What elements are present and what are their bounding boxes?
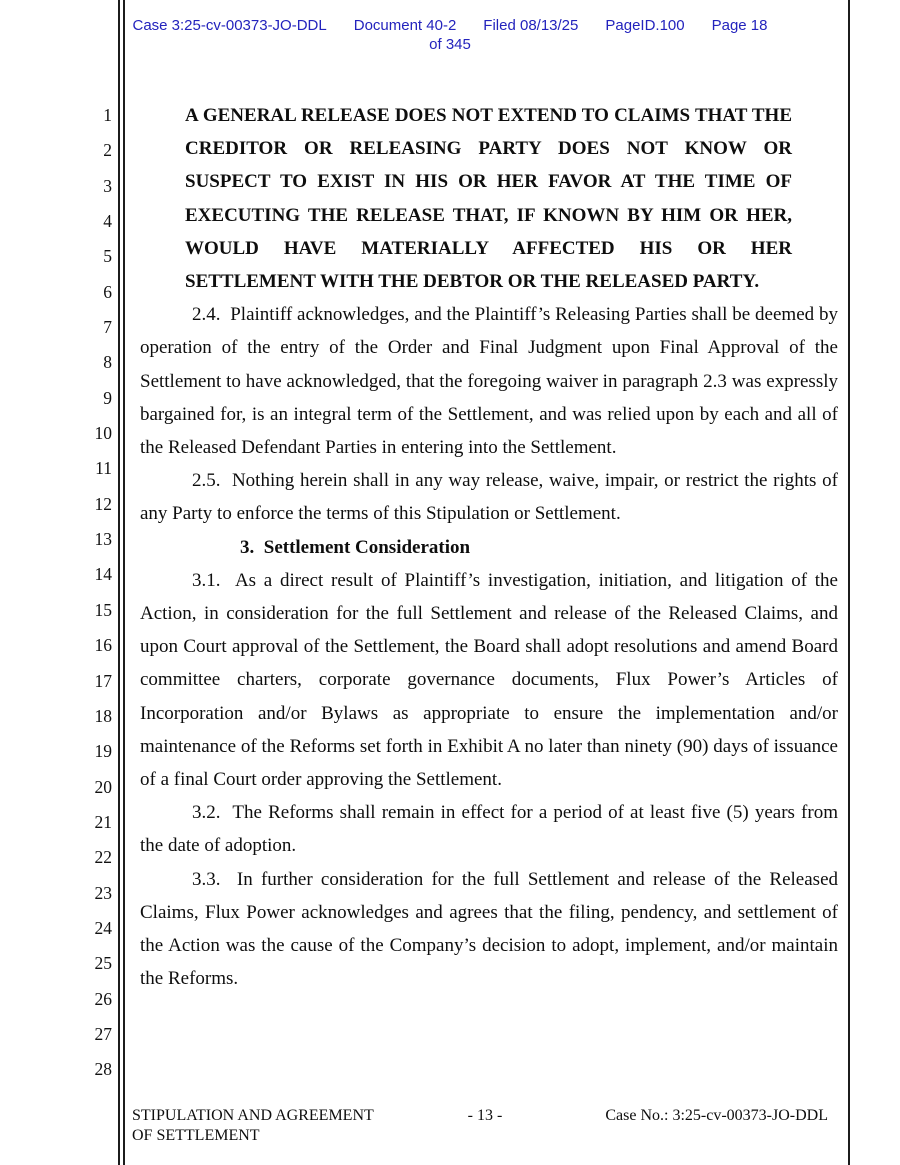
document-body — [140, 99, 838, 995]
line-number: 15 — [94, 599, 112, 620]
line-number: 24 — [94, 917, 112, 938]
line-number: 12 — [94, 493, 112, 514]
line-number: 27 — [94, 1023, 112, 1044]
footer-page-number: - 13 - — [467, 1107, 503, 1124]
line-number: 9 — [103, 387, 112, 408]
footer-title-line1: STIPULATION AND AGREEMENT — [132, 1107, 374, 1124]
footer-title-line2: OF SETTLEMENT — [132, 1126, 260, 1144]
ecf-header-segment: PageID.100 — [605, 17, 685, 34]
line-number: 25 — [94, 953, 112, 974]
line-number: 17 — [94, 670, 112, 691]
paragraph-2-4: 2.4. Plaintiff acknowledges, and the Plaintiff’s Releasing Parties shall be deemed by operation of the entry of the Order and Final Judgment upon Final Approval of the Settlement to have acknowledged, that the foregoing waiver in paragraph 2.3 was expressly bargained for, is an integral term of the Settlement, and was relied upon by each and all of the Released Defendant Parties in entering into the Settlement. — [140, 304, 838, 459]
line-number: 8 — [103, 352, 112, 373]
general-release-block-quote: A GENERAL RELEASE DOES NOT EXTEND TO CLAIMS THAT THE CREDITOR OR RELEASING PARTY DOES NOT KNOW OR SUSPECT TO EXIST IN HIS OR HER FAVOR AT THE TIME OF EXECUTING THE RELEASE THAT, IF KNOWN BY HIM OR HER, WOULD HAVE MATERIALLY AFFECTED HIS OR HER SETTLEMENT WITH THE DEBTOR OR THE RELEASED PARTY. — [185, 105, 792, 293]
line-number: 11 — [95, 458, 112, 479]
line-number: 1 — [103, 105, 112, 125]
line-number: 14 — [94, 564, 112, 585]
left-rule-inner — [123, 0, 125, 1165]
line-number: 2 — [103, 140, 112, 161]
line-number-column — [0, 98, 112, 1088]
line-number: 4 — [103, 211, 112, 232]
line-number: 3 — [103, 175, 112, 196]
ecf-header-line2: of 345 — [429, 36, 471, 53]
line-number: 5 — [103, 246, 112, 267]
ecf-header-segment: Document 40-2 — [353, 17, 457, 34]
line-number: 16 — [94, 635, 112, 656]
ecf-header-segment: Case 3:25-cv-00373-JO-DDL — [132, 17, 327, 34]
paragraph-2-5: 2.5. Nothing herein shall in any way release, waive, impair, or restrict the rights of any Party to enforce the terms of this Stipulation or Settlement. — [140, 470, 838, 525]
footer-case-number: Case No.: 3:25-cv-00373-JO-DDL — [605, 1107, 828, 1124]
line-number: 21 — [94, 811, 112, 832]
ecf-header-segment: Filed 08/13/25 — [483, 17, 579, 34]
ecf-header-stamp — [0, 16, 900, 54]
left-rule-outer — [118, 0, 120, 1165]
paragraph-3-2: 3.2. The Reforms shall remain in effect for a period of at least five (5) years from the date of adoption. — [140, 802, 838, 857]
right-rule — [848, 0, 850, 1165]
line-number: 10 — [94, 423, 112, 444]
ecf-header-segment: Page 18 — [711, 17, 768, 34]
line-number: 13 — [94, 529, 112, 550]
line-number: 26 — [94, 988, 112, 1009]
line-number: 28 — [94, 1059, 112, 1080]
line-number: 19 — [94, 741, 112, 762]
line-number: 6 — [103, 281, 112, 302]
ecf-header-line1 — [0, 16, 900, 35]
paragraph-3-3: 3.3. In further consideration for the full Settlement and release of the Released Claims, Flux Power acknowledges and agrees that the filing, pendency, and settlement of the Action was the cause of the Company’s decision to adopt, implement, and/or maintain the Reforms. — [140, 868, 838, 990]
line-number: 22 — [94, 847, 112, 868]
line-number: 18 — [94, 705, 112, 726]
section-3-heading: 3. Settlement Consideration — [240, 536, 471, 558]
line-number: 7 — [103, 317, 112, 338]
paragraph-3-1: 3.1. As a direct result of Plaintiff’s investigation, initiation, and litigation of the Action, in consideration for the full Settlement and release of the Released Claims, and upon Court approval of the Settlement, the Board shall adopt resolutions and amend Board committee charters, corporate governance documents, Flux Power’s Articles of Incorporation and/or Bylaws as appropriate to ensure the implementation and/or maintenance of the Reforms set forth in Exhibit A no later than ninety (90) days of issuance of a final Court order approving the Settlement. — [140, 569, 838, 791]
line-number: 20 — [94, 776, 112, 797]
line-number: 23 — [94, 882, 112, 903]
